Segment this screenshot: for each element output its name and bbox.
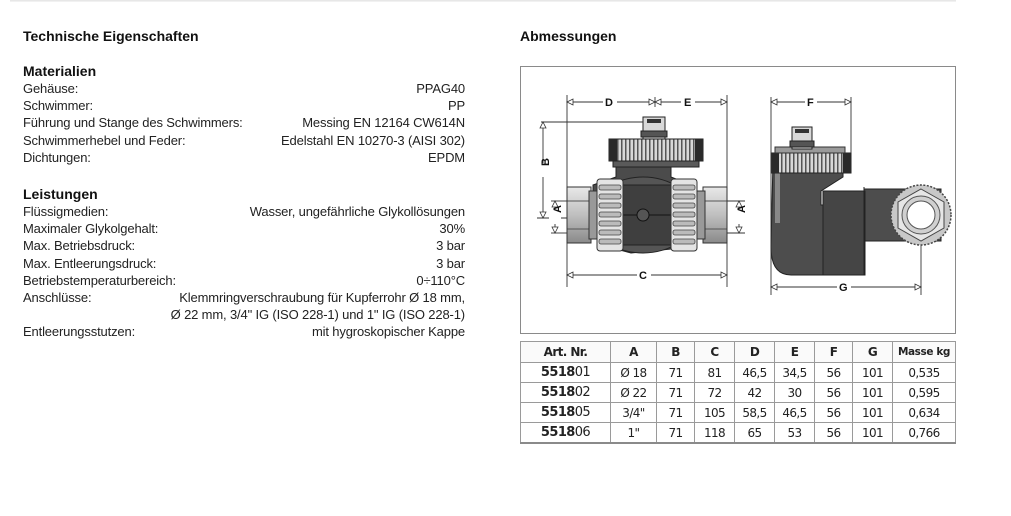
col-header-b: B	[657, 342, 695, 363]
cell-mass: 0,535	[893, 363, 956, 383]
col-header-f: F	[815, 342, 853, 363]
spec-row	[23, 80, 465, 97]
spec-label: Flüssigmedien:	[23, 204, 109, 219]
cell-b: 71	[657, 363, 695, 383]
cell-g: 101	[853, 403, 893, 423]
cell-c: 81	[695, 363, 735, 383]
col-header-art-nr: Art. Nr.	[521, 342, 611, 363]
dim-label-e: E	[684, 97, 692, 109]
spec-value: PPAG40	[416, 81, 465, 96]
cell-b: 71	[657, 423, 695, 444]
cell-a: Ø 22	[611, 383, 657, 403]
cell-e: 53	[775, 423, 815, 444]
cell-a: 3/4"	[611, 403, 657, 423]
spec-row	[23, 132, 465, 149]
spec-row	[23, 220, 465, 237]
materials-section	[23, 63, 465, 166]
cell-a: Ø 18	[611, 363, 657, 383]
spec-value: PP	[447, 98, 465, 114]
spec-row	[23, 97, 465, 114]
cell-d: 65	[735, 423, 775, 444]
cell-e: 46,5	[775, 403, 815, 423]
spec-label: Schwimmer:	[23, 98, 94, 114]
col-header-d: D	[735, 342, 775, 363]
cell-f: 56	[815, 363, 853, 383]
spec-row	[23, 323, 465, 340]
dim-label-a-left: A	[552, 205, 564, 213]
spec-value: 0÷110°C	[416, 272, 465, 288]
dim-label-c: C	[639, 270, 647, 282]
side-view	[771, 95, 951, 295]
cell-a: 1"	[611, 423, 657, 444]
valve-drawing-svg	[521, 67, 957, 335]
spec-label: Dichtungen:	[23, 149, 91, 165]
spec-row	[23, 237, 465, 254]
cell-g: 101	[853, 383, 893, 403]
col-header-a: A	[611, 342, 657, 363]
dim-label-a-right: A	[736, 205, 748, 213]
spec-value: Wasser, ungefährliche Glykollösungen	[249, 204, 465, 219]
spec-row	[23, 255, 465, 272]
spec-label: Max. Betriebsdruck:	[23, 238, 136, 254]
cell-b: 71	[657, 383, 695, 403]
spec-value: 30%	[439, 221, 465, 237]
cell-mass: 0,634	[893, 403, 956, 423]
spec-row-continuation	[23, 306, 465, 323]
col-header-c: C	[695, 342, 735, 363]
spec-value: Messing EN 12164 CW614N	[302, 115, 465, 131]
cell-f: 56	[815, 403, 853, 423]
materials-heading: Materialien	[23, 63, 97, 79]
dim-label-f: F	[807, 97, 814, 109]
spec-row	[23, 203, 465, 220]
table-header-row	[521, 342, 956, 363]
cell-mass: 0,595	[893, 383, 956, 403]
art-nr-cell	[521, 383, 611, 403]
performance-section	[23, 186, 465, 341]
table-row	[521, 423, 956, 444]
spec-value: mit hygroskopischer Kappe	[311, 324, 465, 340]
spec-label: Maximaler Glykolgehalt:	[23, 221, 159, 237]
spec-value: Klemmringverschraubung für Kupferrohr Ø 18 mm,	[179, 290, 465, 306]
cell-g: 101	[853, 363, 893, 383]
cell-c: 105	[695, 403, 735, 423]
col-header-e: E	[775, 342, 815, 363]
technical-properties-title: Technische Eigenschaften	[23, 28, 199, 44]
art-nr-prefix: 5518	[540, 385, 575, 400]
cell-d: 58,5	[735, 403, 775, 423]
cell-c: 72	[695, 383, 735, 403]
spec-row	[23, 149, 465, 166]
art-nr-suffix: 05	[574, 405, 591, 420]
dim-label-b: B	[540, 158, 552, 166]
spec-label: Führung und Stange des Schwimmers:	[23, 115, 243, 131]
spec-value: Ø 22 mm, 3/4" IG (ISO 228-1) und 1" IG (ISO 228-1)	[170, 307, 465, 323]
spec-label: Gehäuse:	[23, 81, 79, 96]
cell-mass: 0,766	[893, 423, 956, 444]
spec-row	[23, 289, 465, 306]
art-nr-suffix: 01	[574, 365, 591, 380]
spec-row	[23, 114, 465, 131]
cell-b: 71	[657, 403, 695, 423]
table-row	[521, 363, 956, 383]
dimensions-table	[520, 341, 956, 444]
spec-value: 3 bar	[436, 255, 465, 271]
art-nr-prefix: 5518	[540, 365, 575, 380]
art-nr-cell	[521, 363, 611, 383]
art-nr-cell	[521, 403, 611, 423]
cell-e: 34,5	[775, 363, 815, 383]
art-nr-suffix: 02	[574, 385, 591, 400]
cell-g: 101	[853, 423, 893, 444]
dim-label-g: G	[839, 282, 848, 294]
dimension-drawing	[520, 66, 956, 334]
col-header-mass: Masse kg	[893, 342, 956, 363]
spec-row	[23, 272, 465, 289]
spec-value: EPDM	[428, 149, 465, 165]
spec-label: Max. Entleerungsdruck:	[23, 255, 157, 271]
cell-f: 56	[815, 423, 853, 444]
art-nr-prefix: 5518	[540, 405, 575, 420]
art-nr-prefix: 5518	[540, 425, 575, 440]
cell-d: 46,5	[735, 363, 775, 383]
spec-label: Anschlüsse:	[23, 290, 92, 306]
table-row	[521, 383, 956, 403]
cell-c: 118	[695, 423, 735, 444]
performance-heading: Leistungen	[23, 186, 98, 202]
top-divider	[10, 0, 956, 2]
dim-label-d: D	[605, 97, 613, 109]
front-view	[537, 95, 748, 287]
art-nr-suffix: 06	[574, 425, 591, 440]
cell-d: 42	[735, 383, 775, 403]
table-row	[521, 403, 956, 423]
spec-value: 3 bar	[436, 238, 465, 254]
spec-label: Schwimmerhebel und Feder:	[23, 132, 186, 148]
col-header-g: G	[853, 342, 893, 363]
spec-label: Entleerungsstutzen:	[23, 324, 136, 340]
art-nr-cell	[521, 423, 611, 444]
cell-e: 30	[775, 383, 815, 403]
spec-label: Betriebstemperaturbereich:	[23, 272, 176, 288]
cell-f: 56	[815, 383, 853, 403]
dimensions-title: Abmessungen	[520, 28, 617, 44]
spec-value: Edelstahl EN 10270-3 (AISI 302)	[281, 132, 465, 148]
